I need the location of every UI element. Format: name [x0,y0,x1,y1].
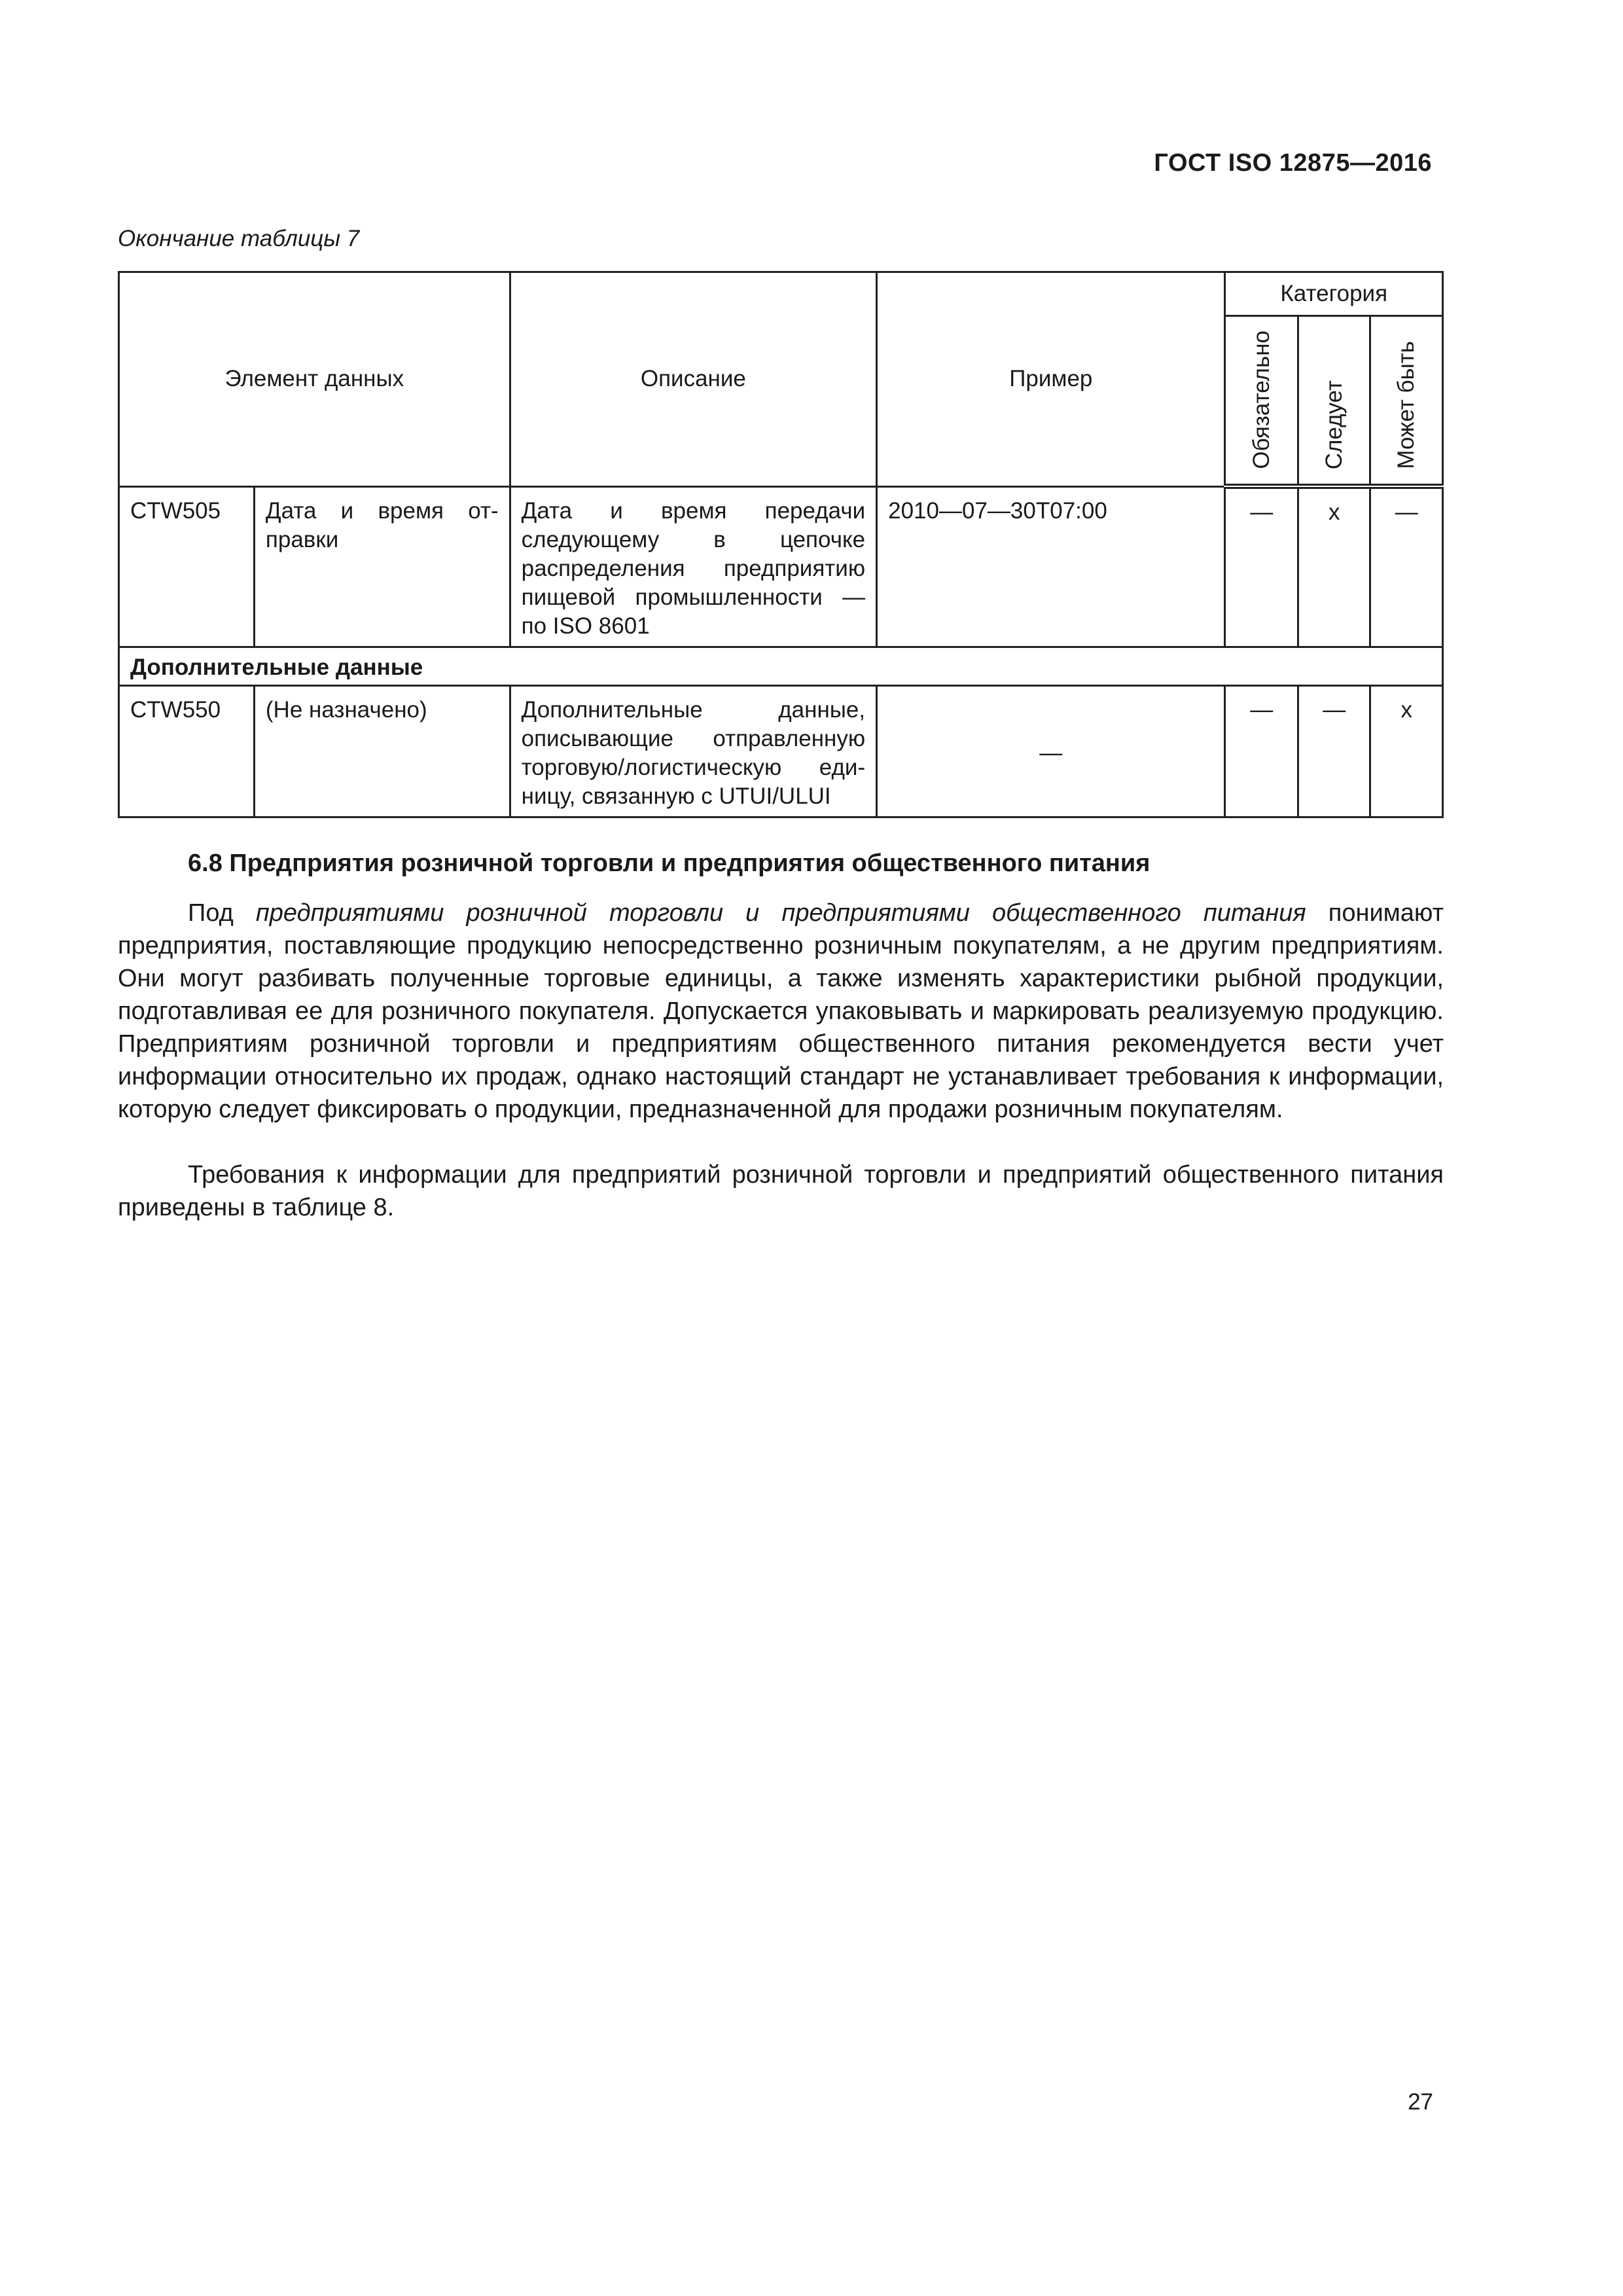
row-should: x [1298,486,1370,647]
row-example: 2010—07—30T07:00 [877,486,1225,647]
row-should: — [1298,685,1370,817]
paragraph-1-lead: Под [188,899,256,927]
table-caption: Окончание таблицы 7 [118,226,360,251]
table-header-row [119,272,1443,316]
header-category: Категория [1225,272,1443,316]
table-row [119,486,1443,647]
header-should [1298,316,1370,487]
section-title: Дополнительные данные [119,647,1443,685]
paragraph-1-rest: понимают предприятия, поставляющие продукцию непосредственно розничным покупателям, а не другим предприятиям. Они могут разбивать полученные торговые единицы, а также изменять характеристики рыбной продукции, подготавливая ее для розничного покупателя. Допускается упаковывать и маркировать реализуемую продукцию. Предприятиям розничной торговли и предприятиям общественного питания рекомендуется вести учет информации относительно их продаж, однако настоящий стандарт не устанавливает требования к информации, которую следует фиксировать о продукции, предназначенной для продажи розничным покупателям. [118,899,1444,1123]
row-name: (Не назначено) [254,685,510,817]
row-may: x [1370,685,1443,817]
page-number: 27 [1408,2089,1433,2115]
row-code: CTW550 [119,685,255,817]
data-table [118,271,1444,818]
header-may-label: Может быть [1393,341,1419,469]
row-example: — [877,685,1225,817]
section-heading: 6.8 Предприятия розничной торговли и предприятия общественного питания [188,850,1150,877]
header-example: Пример [877,272,1225,487]
paragraph-2: Требования к информации для предприятий розничной торговли и предприятий общественного питания приведены в таблице 8. [118,1161,1444,1221]
table-section-row [119,647,1443,685]
table-row [119,685,1443,817]
header-may [1370,316,1443,487]
row-name: Дата и время от-правки [254,486,510,647]
row-mandatory: — [1225,685,1298,817]
paragraph-1 [118,897,1444,1126]
document-code: ГОСТ ISO 12875—2016 [1154,149,1432,177]
row-code: CTW505 [119,486,255,647]
row-description: Дата и время передачи следующему в цепочке распределения предприятию пищевой промышленности — по ISO 8601 [510,486,876,647]
header-mandatory [1225,316,1298,487]
row-may: — [1370,486,1443,647]
header-mandatory-label: Обязательно [1248,331,1274,469]
header-should-label: Следует [1321,380,1347,469]
header-description: Описание [510,272,876,487]
paragraph-1-term: предприятиями розничной торговли и предприятиями общественного питания [255,899,1306,927]
header-element: Элемент данных [119,272,510,487]
row-mandatory: — [1225,486,1298,647]
row-description: Дополнительные данные, описывающие отправленную торговую/логистическую еди-ницу, связанную с UTUI/ULUI [510,685,876,817]
